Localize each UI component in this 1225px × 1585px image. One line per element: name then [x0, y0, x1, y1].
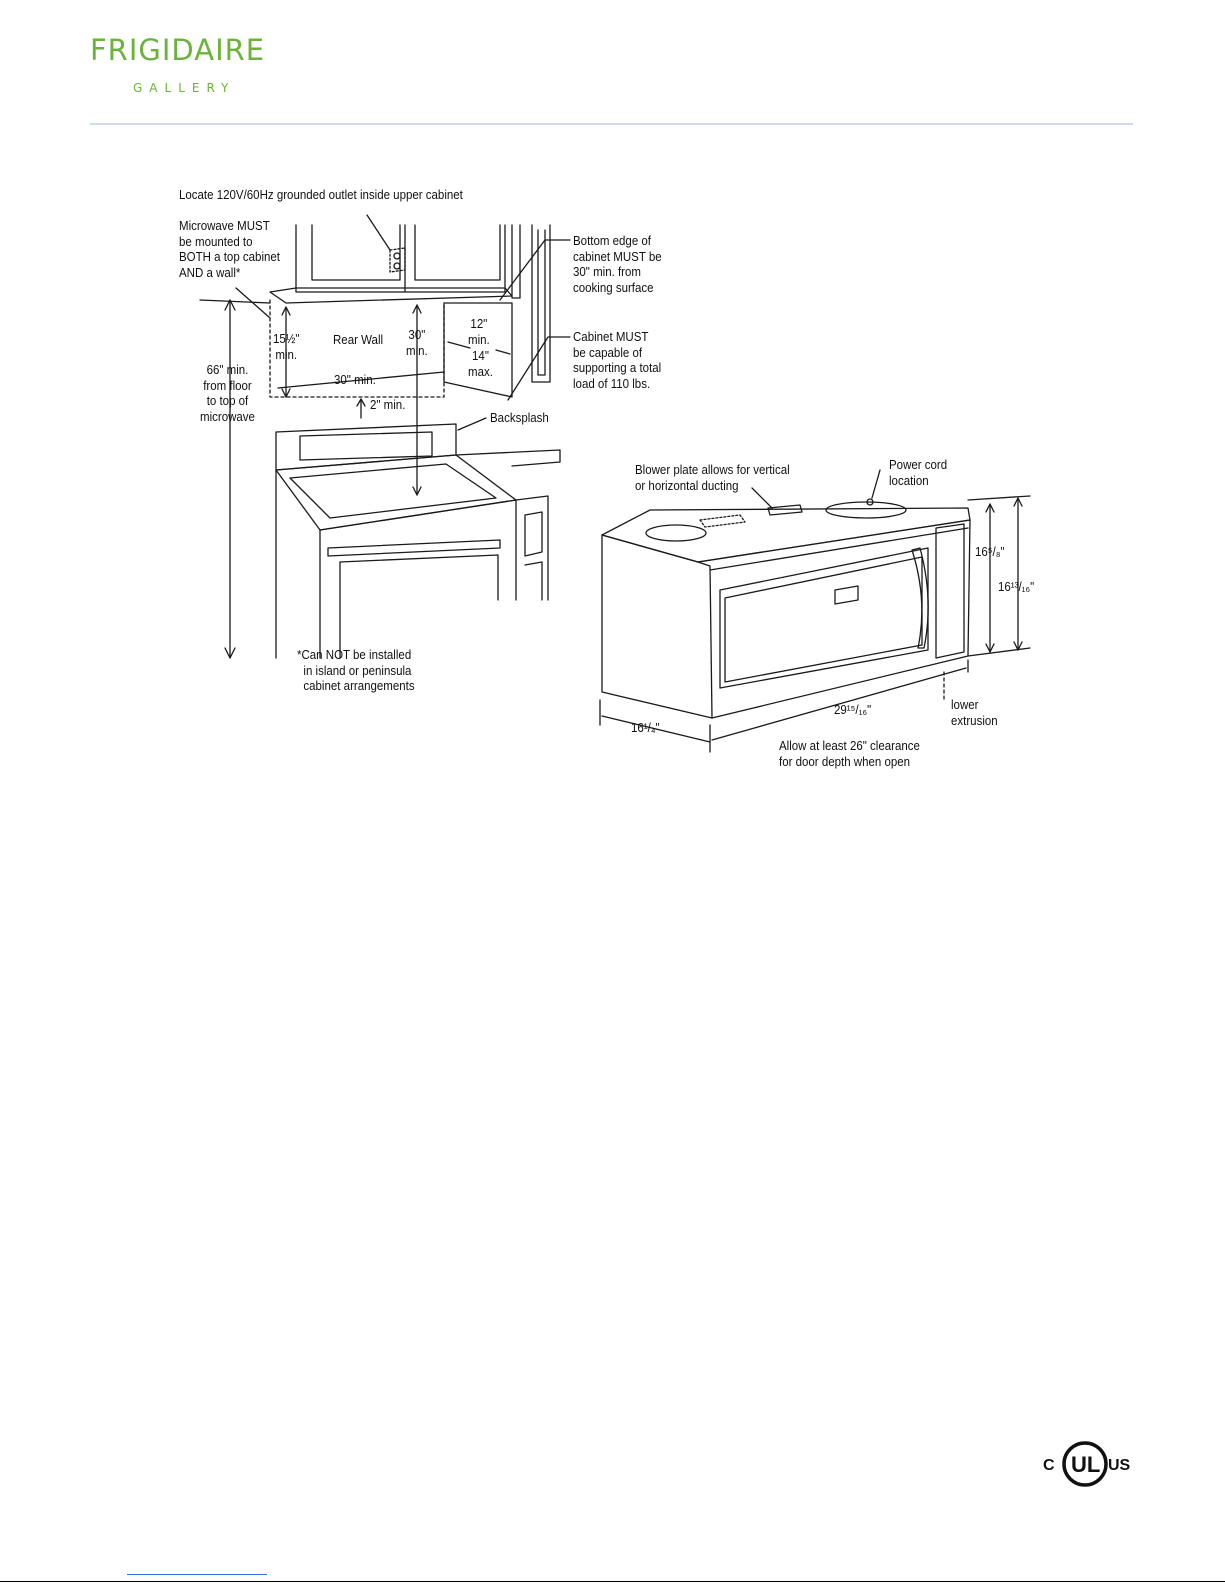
- footer-rule: [0, 1581, 1225, 1582]
- label-bottom-edge: Bottom edge of cabinet MUST be 30" min. from cooking surface: [573, 234, 662, 295]
- label-power-cord: Power cord location: [889, 458, 948, 488]
- label-mount-requirement: Microwave MUST be mounted to BOTH a top cabinet AND a wall*: [179, 219, 280, 280]
- label-height-30-min: 30" min.: [406, 328, 428, 358]
- label-door-clearance: Allow at least 26" clearance for door depth when open: [779, 739, 920, 769]
- label-dim-height-2: 16¹³/₁₆": [998, 580, 1035, 594]
- microwave: [602, 499, 970, 718]
- label-depth-12-min: 12" min.: [468, 317, 490, 347]
- label-rear-wall: Rear Wall: [333, 333, 384, 347]
- label-depth-14-max: 14" max.: [468, 349, 493, 379]
- label-blower-plate: Blower plate allows for vertical or horizontal ducting: [635, 463, 790, 493]
- ul-left-letter: C: [1043, 1457, 1055, 1474]
- range-stove: [276, 424, 560, 658]
- ul-right-letters: US: [1108, 1457, 1130, 1474]
- label-lower-extrusion: lower extrusion: [951, 698, 998, 728]
- label-gap-2-min: 2" min.: [370, 398, 406, 412]
- brand-subtitle: GALLERY: [133, 81, 236, 95]
- label-dim-width: 29¹⁵/₁₆": [834, 703, 872, 717]
- ul-logo-icon: [1040, 1440, 1130, 1490]
- label-dim-height-1: 16⁵/₈": [975, 545, 1005, 559]
- label-dim-depth: 16¹/₄": [631, 721, 660, 735]
- brand-logo: FRIGIDAIRE: [90, 33, 266, 67]
- label-height-15-half: 15½" min.: [273, 332, 300, 362]
- ul-certification-mark: [1040, 1440, 1130, 1495]
- footer-link-underline: [127, 1574, 267, 1575]
- label-cabinet-load: Cabinet MUST be capable of supporting a total load of 110 lbs.: [573, 330, 662, 391]
- label-backsplash: Backsplash: [490, 411, 549, 425]
- label-floor-66-min: 66" min. from floor to top of microwave: [200, 363, 255, 424]
- ul-center-mark: UL: [1071, 1452, 1101, 1477]
- label-island-note: *Can NOT be installed in island or peninsula cabinet arrangements: [297, 648, 415, 693]
- label-outlet: Locate 120V/60Hz grounded outlet inside upper cabinet: [179, 188, 463, 202]
- label-width-30-min: 30" min.: [334, 373, 376, 387]
